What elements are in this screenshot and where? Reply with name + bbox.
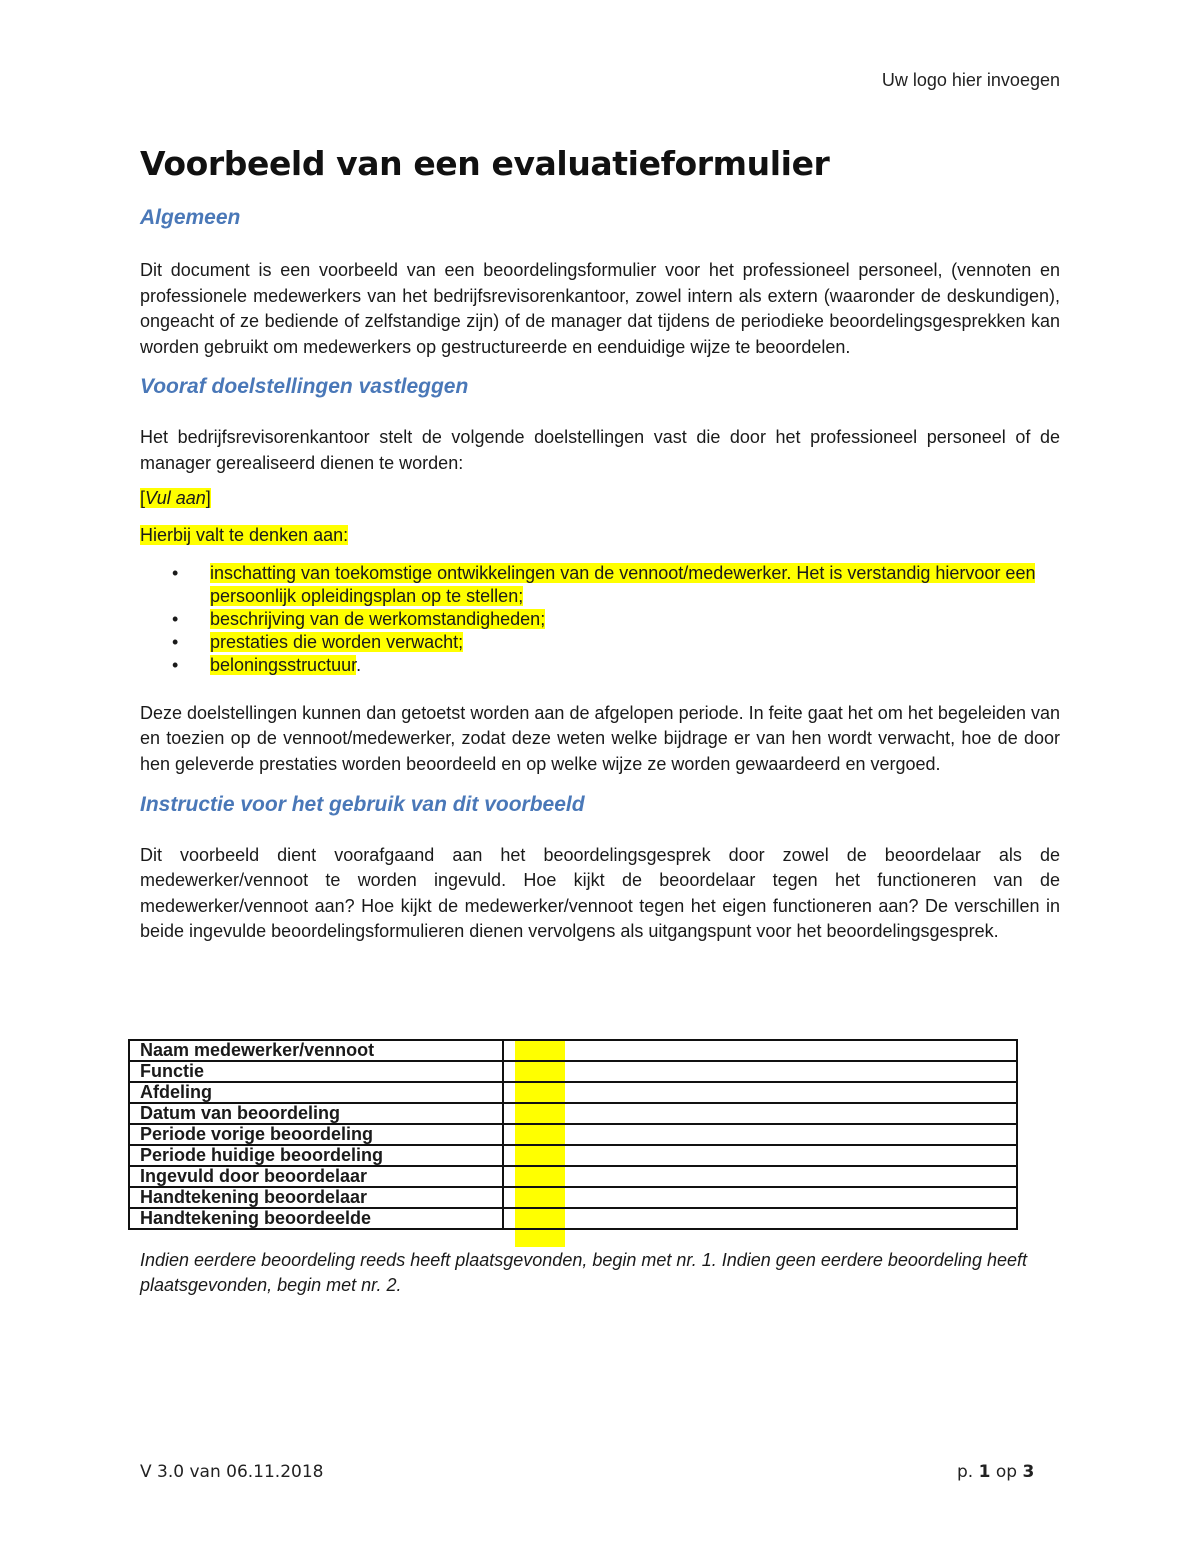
current-page: 1 xyxy=(978,1462,991,1482)
row-value-field[interactable] xyxy=(503,1082,1017,1103)
instructions-paragraph: Dit voorbeeld dient voorafgaand aan het beoordelingsgesprek door zowel de beoordelaar als de medewerker/vennoot te worden ingevuld. Hoe kijkt de beoordelaar tegen het functioneren van de medewerker/vennoot aan? Hoe kijkt de medewerker/vennoot tegen het eigen functioneren aan? De verschillen in beide ingevulde beoordelingsformulieren dienen vervolgens als uitgangspunt voor het beoordelingsgesprek. xyxy=(140,844,1060,942)
general-paragraph: Dit document is een voorbeeld van een beoordelingsformulier voor het professioneel personeel, (vennoten en professionele medewerkers van het bedrijfsrevisorenkantoor, zowel intern als extern (waaronder de deskundigen), ongeacht of ze bediende of zelfstandige zijn) of de manager dat tijdens de periodieke beoordelingsgesprekken kan worden gebruikt om medewerkers op gestructureerde en eenduidige wijze te beoordelen. xyxy=(140,260,1060,357)
bracket-close: ] xyxy=(205,487,211,508)
section-heading-goals: Vooraf doelstellingen vastleggen xyxy=(140,375,469,399)
bullet-text: inschatting van toekomstige ontwikkelingen van de vennoot/medewerker. Het is verstandig hiervoor een persoonlijk opleidingsplan op te stellen; xyxy=(210,562,1036,606)
document-body xyxy=(140,205,1060,945)
fill-in-placeholder xyxy=(140,486,1060,512)
page-title: Voorbeeld van een evaluatieformulier xyxy=(140,144,830,183)
bracket-open: [ xyxy=(140,487,146,508)
list-item xyxy=(140,562,1060,608)
bullet-icon: • xyxy=(172,654,179,675)
evaluation-form-table xyxy=(128,1039,1018,1230)
row-label: Periode huidige beoordeling xyxy=(129,1145,503,1166)
row-value-field[interactable] xyxy=(503,1187,1017,1208)
table-row xyxy=(129,1145,1017,1166)
goals-after-paragraph: Deze doelstellingen kunnen dan getoetst worden aan de afgelopen periode. In feite gaat het om het begeleiden van en toezien op de vennoot/medewerker, zodat deze weten welke bijdrage er van hen wordt verwacht, hoe de door hen geleverde prestaties worden beoordeeld en op welke wijze ze worden gewaardeerd en vergoed. xyxy=(140,702,1060,774)
list-item xyxy=(140,631,1060,654)
section-heading-instructions: Instructie voor het gebruik van dit voorbeeld xyxy=(140,792,585,816)
table-row xyxy=(129,1082,1017,1103)
total-pages: 3 xyxy=(1022,1462,1035,1482)
goals-paragraph: Het bedrijfsrevisorenkantoor stelt de volgende doelstellingen vast die door het professioneel personeel of de manager gerealiseerd dienen te worden: xyxy=(140,427,1060,473)
row-label: Handtekening beoordelaar xyxy=(129,1187,503,1208)
row-value-field[interactable] xyxy=(503,1103,1017,1124)
goals-bullet-list xyxy=(140,562,1060,677)
think-of-label xyxy=(140,523,1060,549)
table-row xyxy=(129,1061,1017,1082)
row-label: Datum van beoordeling xyxy=(129,1103,503,1124)
think-of-text: Hierbij valt te denken aan: xyxy=(140,525,349,546)
table-row xyxy=(129,1040,1017,1061)
row-label: Handtekening beoordeelde xyxy=(129,1208,503,1229)
fill-in-text: Vul aan xyxy=(145,487,206,508)
table-row xyxy=(129,1187,1017,1208)
row-label: Periode vorige beoordeling xyxy=(129,1124,503,1145)
table-row xyxy=(129,1124,1017,1145)
logo-placeholder: Uw logo hier invoegen xyxy=(881,70,1060,90)
row-value-field[interactable] xyxy=(503,1124,1017,1145)
row-label: Functie xyxy=(129,1061,503,1082)
page-prefix: p. xyxy=(957,1462,974,1482)
row-value-field[interactable] xyxy=(503,1208,1017,1229)
row-value-field[interactable] xyxy=(503,1145,1017,1166)
section-heading-general: Algemeen xyxy=(140,206,241,229)
list-item xyxy=(140,608,1060,631)
bullet-text: prestaties die worden verwacht; xyxy=(210,631,464,652)
table-row xyxy=(129,1166,1017,1187)
page-of: op xyxy=(995,1462,1018,1482)
row-label: Ingevuld door beoordelaar xyxy=(129,1166,503,1187)
bullet-icon: • xyxy=(172,608,179,629)
row-value-field[interactable] xyxy=(503,1061,1017,1082)
bullet-text: beloningsstructuur xyxy=(210,654,357,675)
table-row xyxy=(129,1208,1017,1229)
table-note: Indien eerdere beoordeling reeds heeft plaatsgevonden, begin met nr. 1. Indien geen eerdere beoordeling heeft plaatsgevonden, begin met nr. 2. xyxy=(140,1250,1027,1295)
list-item xyxy=(140,654,1060,677)
bullet-icon: • xyxy=(172,631,179,652)
bullet-text: beschrijving van de werkomstandigheden; xyxy=(210,608,546,629)
table-row xyxy=(129,1103,1017,1124)
footer-version: V 3.0 van 06.11.2018 xyxy=(140,1462,324,1482)
row-value-field[interactable] xyxy=(503,1166,1017,1187)
footer-page-number xyxy=(957,1462,1034,1482)
bullet-icon: • xyxy=(172,562,179,583)
row-value-field[interactable] xyxy=(503,1040,1017,1061)
row-label: Naam medewerker/vennoot xyxy=(129,1040,503,1061)
bullet-suffix: . xyxy=(356,654,362,675)
row-label: Afdeling xyxy=(129,1082,503,1103)
